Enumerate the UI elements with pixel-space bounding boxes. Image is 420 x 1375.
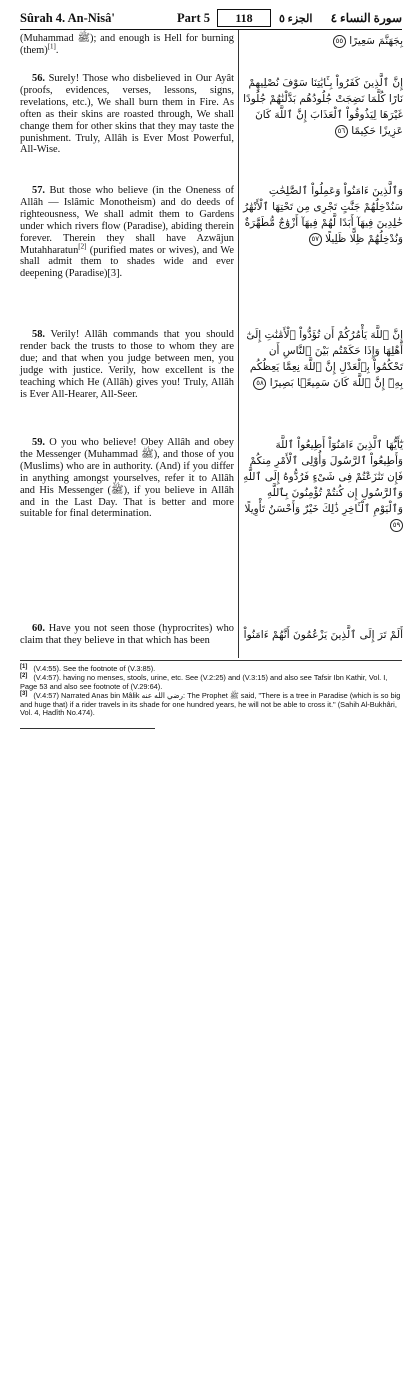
verse-number: 56. xyxy=(32,73,45,84)
arabic-text: بِجَهَنَّمَ سَعِيرًا xyxy=(349,35,403,47)
verse-57 xyxy=(20,185,234,280)
verse-tail: . xyxy=(55,44,59,56)
verse-number: 60. xyxy=(32,623,45,634)
footnote-rule xyxy=(20,660,402,661)
arabic-text: يَٰٓأَيُّهَا ٱلَّذِينَ ءَامَنُوٓاْ أَطِيعُواْ ٱللَّهَ وَأَطِيعُواْ ٱلرَّسُولَ وَأُوْلِى ٱلْأَمْرِ مِنكُمْ فَإِن تَنَٰزَعْتُمْ فِى شَىْءٍ فَرُدُّوهُ إِلَى ٱللَّهِ وَٱلرَّسُولِ إِن كُنتُمْ تُؤْمِنُونَ بِٱللَّهِ وَٱلْيَوْمِ ٱلْـَٔاخِرِ ذَٰلِكَ خَيْرٌ وَأَحْسَنُ تَأْوِيلًا xyxy=(243,439,403,515)
arabic-part-label: الجزء ٥ xyxy=(279,12,313,25)
footnote-ref: [1] xyxy=(47,42,56,51)
verse-end-marker: ٥٩ xyxy=(390,519,403,532)
footnote-2 xyxy=(20,674,402,691)
verse-number: 58. xyxy=(32,329,45,340)
verse-tail: (purified mates or wives), and We shall admit them to shades wide and ever deepening (Paradise)[3]. xyxy=(20,244,234,280)
arabic-text: وَٱلَّذِينَ ءَامَنُواْ وَعَمِلُواْ ٱلصَّٰلِحَٰتِ سَنُدْخِلُهُمْ جَنَّٰتٍ تَجْرِى مِن تَحْتِهَا ٱلْأَنْهَٰرُ خَٰلِدِينَ فِيهَآ أَبَدًا لَّهُمْ فِيهَآ أَزْوَٰجٌ مُّطَهَّرَةٌ وَنُدْخِلُهُمْ ظِلًّا ظَلِيلًا xyxy=(243,185,403,245)
verse-end-marker: ٥٦ xyxy=(335,125,348,138)
part-label: Part 5 xyxy=(177,10,210,25)
verse-58 xyxy=(20,329,234,400)
arabic-text: إِنَّ ٱللَّهَ يَأْمُرُكُمْ أَن تُؤَدُّواْ ٱلْأَمَٰنَٰتِ إِلَىٰٓ أَهْلِهَا وَإِذَا حَكَمْتُم بَيْنَ ٱلنَّاسِ أَن تَحْكُمُواْ بِٱلْعَدْلِ إِنَّ ٱللَّهَ نِعِمَّا يَعِظُكُم بِهِۦٓ إِنَّ ٱللَّهَ كَانَ سَمِيعًۢا بَصِيرًا xyxy=(246,329,403,389)
surah-title: Sûrah 4. An-Nisâ' xyxy=(20,10,115,25)
arabic-verse-57 xyxy=(243,183,403,247)
footnote-text: (V.4:57). having no menses, stools, urine, etc. See (V.2:25) and (V.3:15) and also see Tafsir Ibn Kathir, Vol. I, Page 53 and also see footnote of (V.29:64). xyxy=(20,673,388,691)
arabic-text: أَلَمْ تَرَ إِلَى ٱلَّذِينَ يَزْعُمُونَ أَنَّهُمْ ءَامَنُواْ xyxy=(243,629,403,641)
footnote-text: (V.4:55). See the footnote of (V.3:85). xyxy=(33,664,156,673)
arabic-verse-55-end xyxy=(243,33,403,49)
verse-text: (Muhammad ﷺ); and enough is Hell for burning (them) xyxy=(20,33,234,56)
page-header xyxy=(20,8,402,28)
verse-number: 59. xyxy=(32,437,45,448)
footnote-3 xyxy=(20,692,402,718)
verse-60 xyxy=(20,623,234,647)
verse-text: Have you not seen those (hyprocrites) who claim that they believe in that which has been xyxy=(20,623,234,646)
arabic-verse-60 xyxy=(243,627,403,643)
arabic-verse-56 xyxy=(243,75,403,139)
verse-59 xyxy=(20,437,234,520)
arabic-verse-58 xyxy=(243,327,403,391)
verse-end-marker: ٥٨ xyxy=(253,377,266,390)
footnote-marker: [2] xyxy=(20,672,28,679)
footnote-text: (V.4:57) Narrated Anas bin Mâlik رضي الله عنه: The Prophet ﷺ said, "There is a tree in Paradise (which is so big and huge that) if a rider travels in its shade for one hundred years, he will not be able to cross it." (Sahih Al-Bukhâri, Vol. 4, Hadîth No.474). xyxy=(20,691,401,718)
verse-55-continuation xyxy=(20,33,234,57)
column-divider xyxy=(238,30,239,658)
header-rule xyxy=(20,29,402,30)
verse-text: Surely! Those who disbelieved in Our Ayât (proofs, evidences, verses, lessons, signs, revelations, etc.), We shall burn them in Fire. As often as their skins are roasted through, We shall change them for other skins that they may taste the punishment. Truly, Allâh is Ever Most Powerful, All-Wise. xyxy=(20,73,234,156)
verse-text: Verily! Allâh commands that you should render back the trusts to those to whom they are due; and that when you judge between men, you judge with justice. Verily, how excellent is the teaching which He (Allâh) gives you! Truly, Allâh is Ever All-Hearer, All-Seer. xyxy=(20,329,234,400)
verse-end-marker: ٥٧ xyxy=(309,233,322,246)
footnote-marker: [1] xyxy=(20,663,28,670)
verse-56 xyxy=(20,73,234,156)
arabic-verse-59 xyxy=(243,437,403,533)
footnote-marker: [3] xyxy=(20,690,28,697)
verse-text: But those who believe (in the Oneness of Allâh — Islâmic Monotheism) and do deeds of righteousness, We shall admit them to Gardens under which rivers flow (Paradise), abiding therein forever. Therein they shall have Azwâjun Mutahharatun xyxy=(20,185,234,256)
arabic-text: إِنَّ ٱلَّذِينَ كَفَرُواْ بِـَٔايَٰتِنَا سَوْفَ نُصْلِيهِمْ نَارًا كُلَّمَا نَضِجَتْ جُلُودُهُم بَدَّلْنَٰهُمْ جُلُودًا غَيْرَهَا لِيَذُوقُواْ ٱلْعَذَابَ إِنَّ ٱللَّهَ كَانَ عَزِيزًا حَكِيمًا xyxy=(243,77,403,137)
footnote-ref: [2] xyxy=(78,242,87,251)
arabic-surah-title: سورة النساء ٤ xyxy=(330,10,402,25)
page-number-box: 118 xyxy=(217,9,271,27)
verse-end-marker: ٥٥ xyxy=(333,35,346,48)
verse-text: O you who believe! Obey Allâh and obey the Messenger (Muhammad ﷺ), and those of you (Muslims) who are in authority. (And) if you differ in anything amongst yourselves, refer it to Allâh and His Messenger (ﷺ), if you believe in Allâh and in the Last Day. That is better and more suitable for final determination. xyxy=(20,437,234,520)
bottom-rule xyxy=(20,728,155,729)
verse-number: 57. xyxy=(32,185,45,196)
